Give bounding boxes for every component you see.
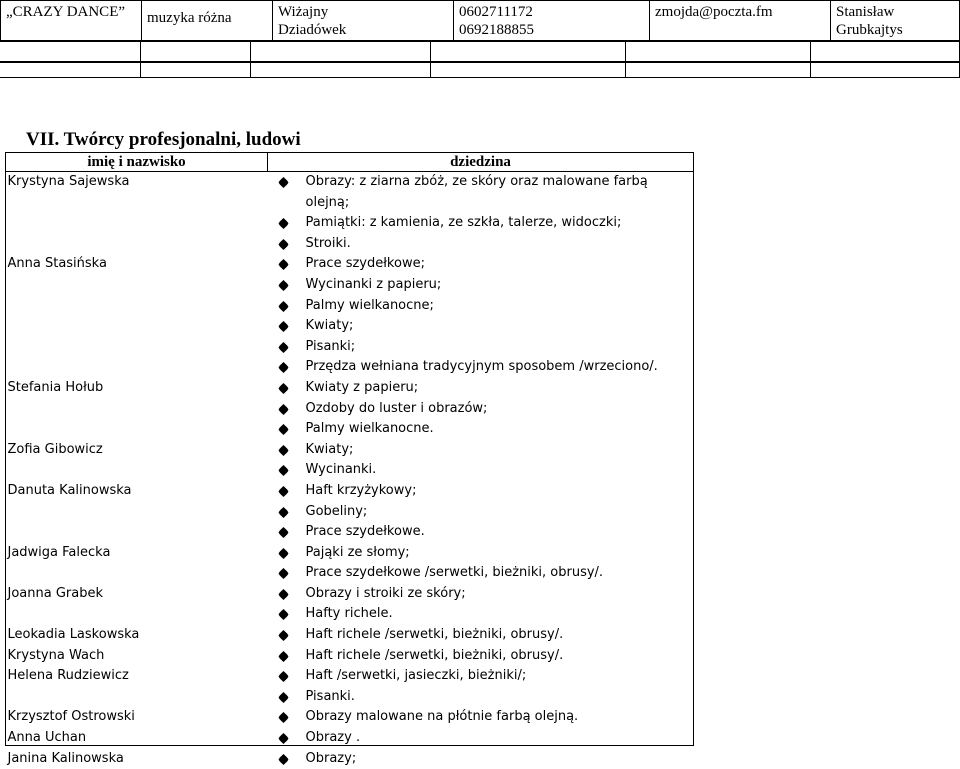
list-item [268,687,694,708]
list-item [268,749,694,769]
list-item-text: Palmy wielkanocne; [305,297,434,313]
bullet-icon [278,362,289,373]
list-item-text: Haft richele /serwetki, bieżniki, obrusy/. [305,647,564,663]
column-header-name: imię i nazwisko [6,153,268,172]
artist-field-cell [268,749,694,769]
list-item-text: Obrazy: z ziarna zbóż, ze skóry oraz malowane farbą [305,174,648,189]
music-genre: muzyka różna [147,10,232,26]
artist-field-cell [268,172,694,255]
list-item-text: Obrazy; [305,750,357,766]
bullet-icon [278,465,289,476]
artist-name: Janina Kalinowska [7,750,124,766]
list-item [268,625,694,646]
empty-table-row [0,40,960,62]
bullet-icon [278,589,289,600]
table-row [6,646,694,667]
artist-field-cell [268,584,694,625]
bullet-icon [278,445,289,456]
bullet-icon [278,301,289,312]
list-item-text: olejną; [305,194,350,210]
artist-name: Leokadia Laskowska [7,627,140,643]
table-row [6,254,694,378]
artist-field-cell [268,543,694,584]
artist-field-cell [268,707,694,728]
list-item-text: Obrazy malowane na płótnie farbą olejną. [305,709,579,725]
list-item [268,399,694,420]
list-item-text: Pająki ze słomy; [305,544,410,560]
field-list [268,749,694,769]
list-item [268,357,694,378]
music-genre-cell [142,1,273,42]
table-row [6,666,694,707]
field-list [268,646,694,667]
artist-name: Krystyna Sajewska [7,174,130,189]
ensemble-name-cell [1,1,142,42]
list-item [268,481,694,502]
email-cell [650,1,831,42]
list-item [268,460,694,481]
table-row [6,543,694,584]
artist-name: Krzysztof Ostrowski [7,709,135,725]
artist-name: Joanna Grabek [7,585,103,601]
table-row [6,584,694,625]
artist-name: Zofia Gibowicz [7,441,103,457]
artist-field-cell [268,625,694,646]
field-list [268,440,694,481]
list-item [268,213,694,234]
list-item [268,502,694,523]
artist-field-cell [268,378,694,440]
artist-field-cell [268,646,694,667]
list-item [268,193,694,214]
list-item [268,543,694,564]
table-row [6,172,694,255]
table-header-row [6,153,694,172]
phone-cell [454,1,650,42]
list-item-text: Haft krzyżykowy; [305,482,417,498]
bullet-icon [278,280,289,291]
artist-field-cell [268,481,694,543]
list-item [268,419,694,440]
list-item-text: Ozdoby do luster i obrazów; [305,400,488,416]
location-line-1: Wiżajny [278,4,329,20]
field-list [268,625,694,646]
list-item-text: Palmy wielkanocne. [305,421,434,437]
list-item-text: Przędza wełniana tradycyjnym sposobem /wrzeciono/. [305,359,658,375]
contact-person-line-2: Grubkajtys [836,22,903,38]
artist-name: Krystyna Wach [7,647,105,663]
bullet-icon [278,630,289,641]
artist-field-cell [268,254,694,378]
list-item [268,234,694,255]
list-item-text: Prace szydełkowe /serwetki, bieżniki, obrusy/. [305,565,604,581]
artist-name: Helena Rudziewicz [7,668,129,684]
list-item-text: Haft /serwetki, jasieczki, bieżniki/; [305,668,527,684]
list-item [268,296,694,317]
artist-name: Anna Uchan [7,730,87,746]
list-item [268,316,694,337]
ensemble-name: „CRAZY DANCE” [6,4,126,20]
field-list [268,707,694,728]
artist-field-cell [268,440,694,481]
artist-name: Stefania Hołub [7,379,104,395]
bullet-icon [278,507,289,518]
section-title: VII. Twórcy profesjonalni, ludowi [26,129,301,150]
bullet-icon [278,486,289,497]
table-row [6,707,694,728]
field-list [268,481,694,543]
bullet-icon [278,342,289,353]
table-row [6,378,694,440]
table-row [6,625,694,646]
list-item [268,584,694,605]
field-list [268,378,694,440]
location-cell [273,1,454,42]
list-item-text: Obrazy . [305,730,361,746]
bullet-icon [278,754,289,765]
field-list [268,172,694,254]
bullet-icon [278,712,289,723]
previous-section-table-row [0,0,960,42]
list-item [268,440,694,461]
artist-name: Anna Stasińska [7,256,107,272]
bullet-icon [278,568,289,579]
list-item-text: Hafty richele. [305,606,393,622]
list-item-text: Kwiaty z papieru; [305,379,419,395]
list-item [268,254,694,275]
bullet-icon [278,548,289,559]
list-item [268,604,694,625]
contact-person-cell [831,1,960,42]
list-item-text: Haft richele /serwetki, bieżniki, obrusy/. [305,627,564,643]
contact-person-line-1: Stanisław [836,4,895,20]
bullet-icon [278,733,289,744]
list-item-text: Kwiaty; [305,441,354,457]
location-line-2: Dziadówek [278,22,347,38]
bullet-icon [278,527,289,538]
table-row [6,481,694,543]
list-item [268,378,694,399]
list-item [268,275,694,296]
list-item-text: Pamiątki: z kamienia, ze szkła, talerze, widoczki; [305,215,622,231]
field-list [268,666,694,707]
list-item [268,172,694,193]
bullet-icon [278,383,289,394]
field-list [268,254,694,378]
bullet-icon [278,424,289,435]
list-item-text: Wycinanki z papieru; [305,276,442,292]
list-item [268,563,694,584]
bullet-icon [278,651,289,662]
bullet-icon [278,239,289,250]
bullet-icon [278,692,289,703]
list-item [268,522,694,543]
list-item-text: Pisanki; [305,338,356,354]
list-item-text: Prace szydełkowe. [305,524,425,540]
column-header-field: dziedzina [268,153,694,172]
field-list [268,584,694,625]
list-item [268,707,694,728]
list-item-text: Stroiki. [305,235,351,251]
list-item-text: Pisanki. [305,688,355,704]
phone-1: 0602711172 [459,4,533,20]
email: zmojda@poczta.fm [655,4,773,20]
artist-name: Danuta Kalinowska [7,482,132,498]
list-item-text: Prace szydełkowe; [305,256,425,272]
field-list [268,543,694,584]
list-item [268,666,694,687]
phone-2: 0692188855 [459,22,534,38]
bullet-icon [278,177,289,188]
list-item-text: Gobeliny; [305,503,368,519]
artist-name: Jadwiga Falecka [7,544,111,560]
table-row [6,749,694,769]
list-item-text: Obrazy i stroiki ze skóry; [305,585,466,601]
bullet-icon [278,218,289,229]
artist-field-cell [268,666,694,707]
bullet-icon [278,321,289,332]
bullet-icon [278,259,289,270]
list-item [268,646,694,667]
bullet-icon [278,404,289,415]
bullet-icon [278,671,289,682]
list-item-text: Wycinanki. [305,462,377,478]
table-row [6,440,694,481]
artists-table [5,152,694,769]
list-item [268,337,694,358]
list-item-text: Kwiaty; [305,318,354,334]
empty-table-row [0,62,960,78]
bullet-icon [278,609,289,620]
